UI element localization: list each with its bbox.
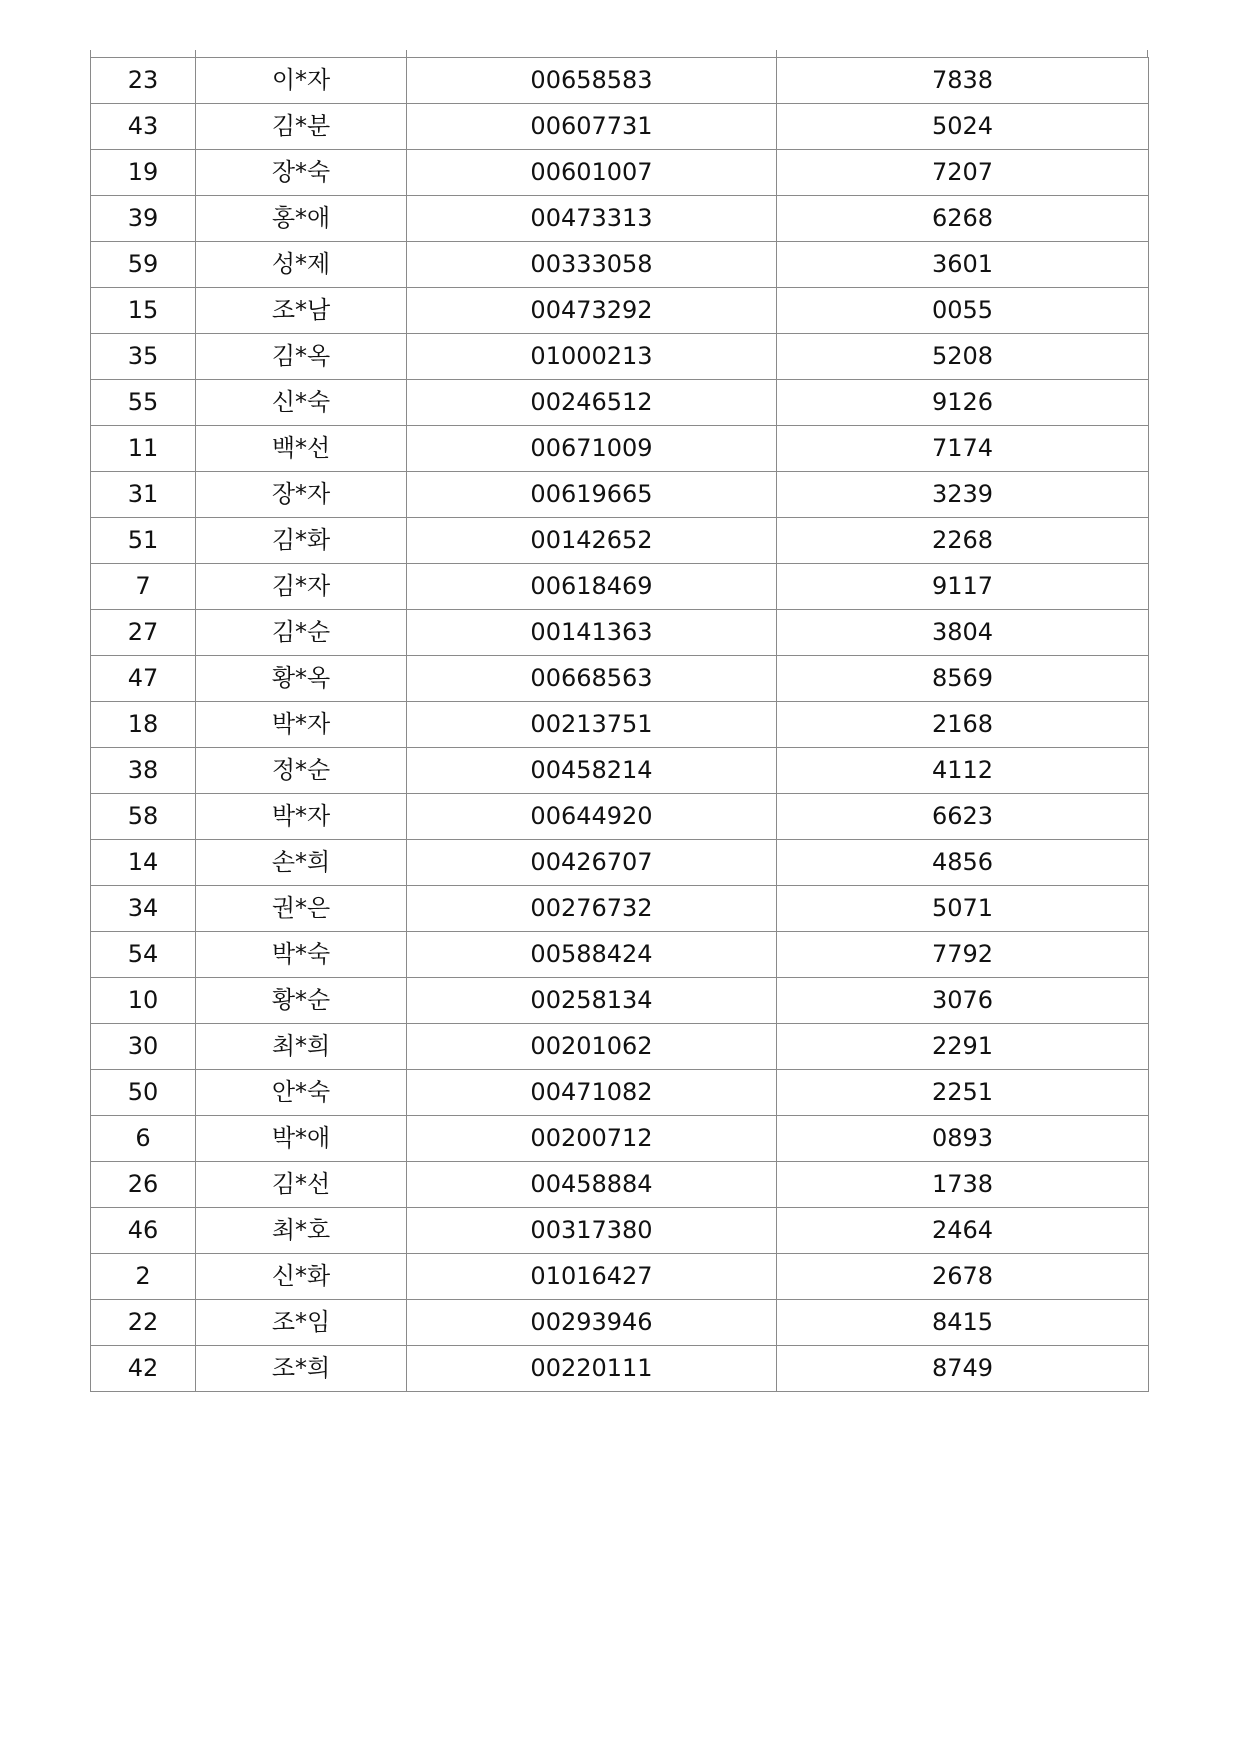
code-cell: 5024 bbox=[777, 104, 1149, 150]
table-row bbox=[91, 978, 1149, 1024]
code-cell: 3239 bbox=[777, 472, 1149, 518]
row-number-cell: 31 bbox=[91, 472, 196, 518]
code-cell: 2268 bbox=[777, 518, 1149, 564]
table-row bbox=[91, 886, 1149, 932]
code-cell: 1738 bbox=[777, 1162, 1149, 1208]
code-cell: 2291 bbox=[777, 1024, 1149, 1070]
row-number-cell: 39 bbox=[91, 196, 196, 242]
code-cell: 3804 bbox=[777, 610, 1149, 656]
row-number-cell: 15 bbox=[91, 288, 196, 334]
code-cell: 4856 bbox=[777, 840, 1149, 886]
table-row bbox=[91, 1208, 1149, 1254]
row-number-cell: 27 bbox=[91, 610, 196, 656]
code-cell: 0055 bbox=[777, 288, 1149, 334]
row-number-cell: 7 bbox=[91, 564, 196, 610]
row-number-cell: 23 bbox=[91, 58, 196, 104]
column-divider-stub bbox=[90, 50, 91, 57]
code-cell: 8749 bbox=[777, 1346, 1149, 1392]
row-number-cell: 19 bbox=[91, 150, 196, 196]
row-number-cell: 58 bbox=[91, 794, 196, 840]
column-divider-stub bbox=[195, 50, 196, 57]
name-cell: 신*화 bbox=[196, 1254, 407, 1300]
code-cell: 7792 bbox=[777, 932, 1149, 978]
name-cell: 박*자 bbox=[196, 702, 407, 748]
id-number-cell: 00458214 bbox=[407, 748, 777, 794]
code-cell: 3076 bbox=[777, 978, 1149, 1024]
table-container bbox=[90, 57, 1148, 1392]
name-cell: 성*제 bbox=[196, 242, 407, 288]
name-cell: 박*숙 bbox=[196, 932, 407, 978]
name-cell: 백*선 bbox=[196, 426, 407, 472]
row-number-cell: 35 bbox=[91, 334, 196, 380]
id-number-cell: 00588424 bbox=[407, 932, 777, 978]
table-row bbox=[91, 1024, 1149, 1070]
name-cell: 김*선 bbox=[196, 1162, 407, 1208]
table-row bbox=[91, 288, 1149, 334]
table-row bbox=[91, 564, 1149, 610]
table-row bbox=[91, 426, 1149, 472]
name-cell: 안*숙 bbox=[196, 1070, 407, 1116]
table-body bbox=[91, 58, 1149, 1392]
id-number-cell: 00458884 bbox=[407, 1162, 777, 1208]
row-number-cell: 47 bbox=[91, 656, 196, 702]
code-cell: 9117 bbox=[777, 564, 1149, 610]
code-cell: 4112 bbox=[777, 748, 1149, 794]
column-divider-stub bbox=[1147, 50, 1148, 57]
name-cell: 이*자 bbox=[196, 58, 407, 104]
name-cell: 정*순 bbox=[196, 748, 407, 794]
name-cell: 신*숙 bbox=[196, 380, 407, 426]
id-number-cell: 00220111 bbox=[407, 1346, 777, 1392]
code-cell: 6623 bbox=[777, 794, 1149, 840]
name-cell: 조*임 bbox=[196, 1300, 407, 1346]
name-cell: 권*은 bbox=[196, 886, 407, 932]
row-number-cell: 38 bbox=[91, 748, 196, 794]
row-number-cell: 22 bbox=[91, 1300, 196, 1346]
row-number-cell: 59 bbox=[91, 242, 196, 288]
code-cell: 8569 bbox=[777, 656, 1149, 702]
table-row bbox=[91, 58, 1149, 104]
name-cell: 황*옥 bbox=[196, 656, 407, 702]
name-cell: 장*자 bbox=[196, 472, 407, 518]
id-number-cell: 00141363 bbox=[407, 610, 777, 656]
code-cell: 2464 bbox=[777, 1208, 1149, 1254]
row-number-cell: 54 bbox=[91, 932, 196, 978]
row-number-cell: 34 bbox=[91, 886, 196, 932]
table-row bbox=[91, 518, 1149, 564]
name-cell: 황*순 bbox=[196, 978, 407, 1024]
id-number-cell: 01000213 bbox=[407, 334, 777, 380]
row-number-cell: 26 bbox=[91, 1162, 196, 1208]
id-number-cell: 00668563 bbox=[407, 656, 777, 702]
name-cell: 김*화 bbox=[196, 518, 407, 564]
code-cell: 2168 bbox=[777, 702, 1149, 748]
id-number-cell: 00293946 bbox=[407, 1300, 777, 1346]
name-cell: 홍*애 bbox=[196, 196, 407, 242]
name-cell: 박*자 bbox=[196, 794, 407, 840]
code-cell: 2251 bbox=[777, 1070, 1149, 1116]
table-row bbox=[91, 702, 1149, 748]
table-row bbox=[91, 656, 1149, 702]
table-row bbox=[91, 610, 1149, 656]
code-cell: 5071 bbox=[777, 886, 1149, 932]
id-number-cell: 00601007 bbox=[407, 150, 777, 196]
table-row bbox=[91, 1300, 1149, 1346]
id-number-cell: 01016427 bbox=[407, 1254, 777, 1300]
id-number-cell: 00473313 bbox=[407, 196, 777, 242]
id-number-cell: 00471082 bbox=[407, 1070, 777, 1116]
id-number-cell: 00644920 bbox=[407, 794, 777, 840]
table-row bbox=[91, 150, 1149, 196]
name-cell: 조*남 bbox=[196, 288, 407, 334]
code-cell: 0893 bbox=[777, 1116, 1149, 1162]
id-number-cell: 00258134 bbox=[407, 978, 777, 1024]
name-cell: 김*자 bbox=[196, 564, 407, 610]
row-number-cell: 18 bbox=[91, 702, 196, 748]
id-number-cell: 00671009 bbox=[407, 426, 777, 472]
table-row bbox=[91, 334, 1149, 380]
id-number-cell: 00213751 bbox=[407, 702, 777, 748]
row-number-cell: 2 bbox=[91, 1254, 196, 1300]
table-row bbox=[91, 380, 1149, 426]
name-cell: 조*희 bbox=[196, 1346, 407, 1392]
table-row bbox=[91, 1346, 1149, 1392]
id-number-cell: 00246512 bbox=[407, 380, 777, 426]
table-row bbox=[91, 1254, 1149, 1300]
id-number-cell: 00200712 bbox=[407, 1116, 777, 1162]
row-number-cell: 55 bbox=[91, 380, 196, 426]
name-cell: 김*순 bbox=[196, 610, 407, 656]
name-cell: 김*분 bbox=[196, 104, 407, 150]
table-row bbox=[91, 794, 1149, 840]
table-row bbox=[91, 748, 1149, 794]
id-number-cell: 00142652 bbox=[407, 518, 777, 564]
code-cell: 7838 bbox=[777, 58, 1149, 104]
name-cell: 손*희 bbox=[196, 840, 407, 886]
id-number-cell: 00426707 bbox=[407, 840, 777, 886]
table-row bbox=[91, 1116, 1149, 1162]
id-number-cell: 00658583 bbox=[407, 58, 777, 104]
id-number-cell: 00619665 bbox=[407, 472, 777, 518]
name-cell: 박*애 bbox=[196, 1116, 407, 1162]
table-row bbox=[91, 242, 1149, 288]
table-row bbox=[91, 104, 1149, 150]
row-number-cell: 42 bbox=[91, 1346, 196, 1392]
name-cell: 장*숙 bbox=[196, 150, 407, 196]
name-cell: 최*희 bbox=[196, 1024, 407, 1070]
id-number-cell: 00201062 bbox=[407, 1024, 777, 1070]
name-cell: 최*호 bbox=[196, 1208, 407, 1254]
code-cell: 8415 bbox=[777, 1300, 1149, 1346]
row-number-cell: 43 bbox=[91, 104, 196, 150]
code-cell: 5208 bbox=[777, 334, 1149, 380]
table-top-continuation bbox=[90, 50, 1148, 57]
id-number-cell: 00618469 bbox=[407, 564, 777, 610]
code-cell: 7207 bbox=[777, 150, 1149, 196]
table-row bbox=[91, 1162, 1149, 1208]
code-cell: 2678 bbox=[777, 1254, 1149, 1300]
row-number-cell: 6 bbox=[91, 1116, 196, 1162]
name-cell: 김*옥 bbox=[196, 334, 407, 380]
table-row bbox=[91, 932, 1149, 978]
row-number-cell: 14 bbox=[91, 840, 196, 886]
column-divider-stub bbox=[776, 50, 777, 57]
row-number-cell: 46 bbox=[91, 1208, 196, 1254]
row-number-cell: 10 bbox=[91, 978, 196, 1024]
id-number-cell: 00333058 bbox=[407, 242, 777, 288]
id-number-cell: 00607731 bbox=[407, 104, 777, 150]
column-divider-stub bbox=[406, 50, 407, 57]
table-row bbox=[91, 472, 1149, 518]
table-row bbox=[91, 840, 1149, 886]
data-table bbox=[90, 57, 1149, 1392]
row-number-cell: 50 bbox=[91, 1070, 196, 1116]
table-row bbox=[91, 1070, 1149, 1116]
row-number-cell: 30 bbox=[91, 1024, 196, 1070]
code-cell: 9126 bbox=[777, 380, 1149, 426]
row-number-cell: 11 bbox=[91, 426, 196, 472]
code-cell: 7174 bbox=[777, 426, 1149, 472]
id-number-cell: 00473292 bbox=[407, 288, 777, 334]
table-row bbox=[91, 196, 1149, 242]
code-cell: 3601 bbox=[777, 242, 1149, 288]
id-number-cell: 00276732 bbox=[407, 886, 777, 932]
code-cell: 6268 bbox=[777, 196, 1149, 242]
row-number-cell: 51 bbox=[91, 518, 196, 564]
id-number-cell: 00317380 bbox=[407, 1208, 777, 1254]
